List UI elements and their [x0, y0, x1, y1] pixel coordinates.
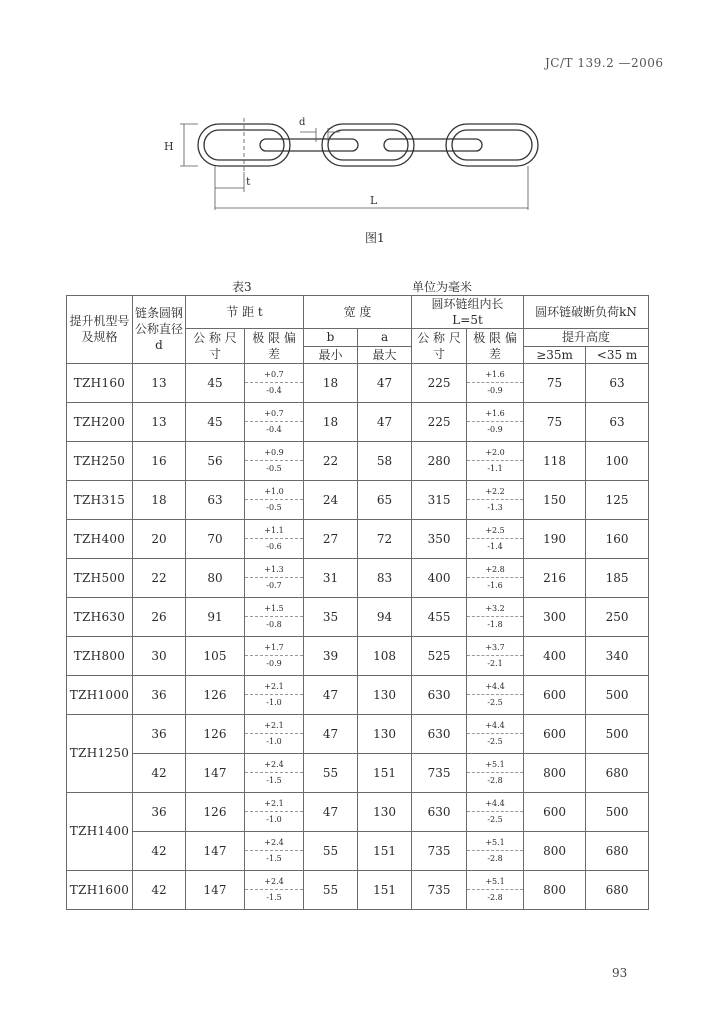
- load-ge35-cell: 118: [524, 441, 586, 480]
- lower-deviation: -0.7: [266, 581, 282, 591]
- lower-deviation: -1.5: [266, 776, 282, 786]
- width-min-cell: 24: [304, 480, 358, 519]
- width-min-cell: 55: [304, 753, 358, 792]
- width-max-cell: 72: [358, 519, 412, 558]
- tolerance-cell: [467, 597, 524, 636]
- load-lt35-cell: 500: [586, 792, 649, 831]
- lower-deviation: -1.5: [266, 893, 282, 903]
- span-cell: 630: [412, 714, 467, 753]
- model-cell: TZH250: [67, 441, 133, 480]
- label-d: d: [299, 117, 306, 128]
- header-load: 圆环链破断负荷kN: [524, 296, 649, 329]
- lower-deviation: -2.5: [487, 698, 503, 708]
- tolerance-cell: [467, 675, 524, 714]
- pitch-cell: 45: [186, 363, 245, 402]
- width-min-cell: 18: [304, 402, 358, 441]
- width-min-cell: 47: [304, 675, 358, 714]
- model-cell: TZH630: [67, 597, 133, 636]
- lower-deviation: -1.0: [266, 815, 282, 825]
- diameter-cell: 30: [133, 636, 186, 675]
- diameter-cell: 16: [133, 441, 186, 480]
- table-row: [67, 363, 649, 402]
- load-ge35-cell: 300: [524, 597, 586, 636]
- lower-deviation: -1.0: [266, 737, 282, 747]
- span-cell: 525: [412, 636, 467, 675]
- header-height-lt35: <35 m: [586, 346, 649, 363]
- upper-deviation: +2.8: [467, 562, 523, 578]
- width-min-cell: 18: [304, 363, 358, 402]
- pitch-cell: 126: [186, 714, 245, 753]
- model-cell: TZH200: [67, 402, 133, 441]
- chain-link: [260, 139, 358, 151]
- lower-deviation: -2.8: [487, 776, 503, 786]
- standard-number: JC/T 139.2 —2006: [545, 56, 664, 70]
- lower-deviation: -2.8: [487, 854, 503, 864]
- span-cell: 630: [412, 675, 467, 714]
- load-lt35-cell: 500: [586, 714, 649, 753]
- load-lt35-cell: 63: [586, 363, 649, 402]
- table-row: [67, 753, 649, 792]
- lower-deviation: -1.4: [487, 542, 503, 552]
- diameter-cell: 42: [133, 753, 186, 792]
- table-row: [67, 558, 649, 597]
- width-max-cell: 47: [358, 363, 412, 402]
- diameter-cell: 22: [133, 558, 186, 597]
- tolerance-cell: [245, 558, 304, 597]
- diameter-cell: 20: [133, 519, 186, 558]
- load-lt35-cell: 63: [586, 402, 649, 441]
- pitch-cell: 80: [186, 558, 245, 597]
- upper-deviation: +1.7: [245, 640, 303, 656]
- pitch-cell: 105: [186, 636, 245, 675]
- diameter-cell: 42: [133, 870, 186, 909]
- width-min-cell: 22: [304, 441, 358, 480]
- load-ge35-cell: 400: [524, 636, 586, 675]
- pitch-cell: 147: [186, 831, 245, 870]
- load-lt35-cell: 250: [586, 597, 649, 636]
- load-lt35-cell: 680: [586, 831, 649, 870]
- tolerance-cell: [467, 363, 524, 402]
- lower-deviation: -2.8: [487, 893, 503, 903]
- load-lt35-cell: 160: [586, 519, 649, 558]
- diameter-cell: 13: [133, 402, 186, 441]
- width-max-cell: 83: [358, 558, 412, 597]
- table-row: [67, 597, 649, 636]
- tolerance-cell: [245, 714, 304, 753]
- upper-deviation: +1.5: [245, 601, 303, 617]
- lower-deviation: -2.5: [487, 815, 503, 825]
- width-min-cell: 27: [304, 519, 358, 558]
- width-max-cell: 94: [358, 597, 412, 636]
- load-lt35-cell: 680: [586, 753, 649, 792]
- upper-deviation: +0.9: [245, 445, 303, 461]
- lower-deviation: -0.4: [266, 425, 282, 435]
- model-cell: TZH1000: [67, 675, 133, 714]
- table-row: [67, 519, 649, 558]
- model-cell: TZH500: [67, 558, 133, 597]
- upper-deviation: +2.4: [245, 757, 303, 773]
- upper-deviation: +4.4: [467, 796, 523, 812]
- header-model: 提升机型号及规格: [67, 296, 133, 364]
- width-min-cell: 39: [304, 636, 358, 675]
- span-cell: 280: [412, 441, 467, 480]
- chain-link: [384, 139, 482, 151]
- header-a: a: [358, 329, 412, 346]
- lower-deviation: -1.8: [487, 620, 503, 630]
- header-height-ge35: ≥35m: [524, 346, 586, 363]
- load-ge35-cell: 75: [524, 402, 586, 441]
- upper-deviation: +2.0: [467, 445, 523, 461]
- upper-deviation: +2.1: [245, 796, 303, 812]
- pitch-cell: 45: [186, 402, 245, 441]
- table-row: [67, 441, 649, 480]
- pitch-cell: 147: [186, 870, 245, 909]
- pitch-cell: 63: [186, 480, 245, 519]
- pitch-cell: 56: [186, 441, 245, 480]
- diameter-cell: 36: [133, 675, 186, 714]
- table-row: [67, 480, 649, 519]
- width-max-cell: 130: [358, 792, 412, 831]
- tolerance-cell: [245, 363, 304, 402]
- load-lt35-cell: 125: [586, 480, 649, 519]
- span-cell: 735: [412, 753, 467, 792]
- figure-caption: 图1: [365, 231, 385, 245]
- width-max-cell: 151: [358, 753, 412, 792]
- table-row: [67, 792, 649, 831]
- header-width: 宽 度: [304, 296, 412, 329]
- load-lt35-cell: 500: [586, 675, 649, 714]
- lower-deviation: -0.8: [266, 620, 282, 630]
- width-max-cell: 151: [358, 831, 412, 870]
- lower-deviation: -0.4: [266, 386, 282, 396]
- spec-table: [66, 295, 649, 910]
- tolerance-cell: [467, 870, 524, 909]
- tolerance-cell: [245, 441, 304, 480]
- width-max-cell: 65: [358, 480, 412, 519]
- load-ge35-cell: 800: [524, 831, 586, 870]
- tolerance-cell: [245, 675, 304, 714]
- tolerance-cell: [245, 870, 304, 909]
- table-row: [67, 831, 649, 870]
- upper-deviation: +3.2: [467, 601, 523, 617]
- span-cell: 455: [412, 597, 467, 636]
- span-cell: 630: [412, 792, 467, 831]
- width-min-cell: 47: [304, 792, 358, 831]
- lower-deviation: -1.6: [487, 581, 503, 591]
- span-cell: 735: [412, 870, 467, 909]
- upper-deviation: +3.7: [467, 640, 523, 656]
- upper-deviation: +4.4: [467, 718, 523, 734]
- lower-deviation: -0.5: [266, 503, 282, 513]
- header-pitch-limit: 极 限 偏 差: [245, 329, 304, 363]
- pitch-cell: 126: [186, 792, 245, 831]
- label-l: L: [370, 194, 378, 207]
- width-min-cell: 31: [304, 558, 358, 597]
- upper-deviation: +0.7: [245, 367, 303, 383]
- tolerance-cell: [245, 519, 304, 558]
- load-ge35-cell: 600: [524, 792, 586, 831]
- tolerance-cell: [467, 792, 524, 831]
- model-cell: TZH1400: [67, 792, 133, 870]
- span-cell: 225: [412, 363, 467, 402]
- width-max-cell: 47: [358, 402, 412, 441]
- diameter-cell: 18: [133, 480, 186, 519]
- upper-deviation: +2.2: [467, 484, 523, 500]
- model-cell: TZH1600: [67, 870, 133, 909]
- model-cell: TZH1250: [67, 714, 133, 792]
- tolerance-cell: [245, 402, 304, 441]
- table-row: [67, 870, 649, 909]
- upper-deviation: +1.6: [467, 406, 523, 422]
- tolerance-cell: [467, 636, 524, 675]
- tolerance-cell: [245, 831, 304, 870]
- span-cell: 225: [412, 402, 467, 441]
- upper-deviation: +5.1: [467, 835, 523, 851]
- upper-deviation: +2.1: [245, 718, 303, 734]
- tolerance-cell: [467, 753, 524, 792]
- header-max: 最大: [358, 346, 412, 363]
- load-lt35-cell: 680: [586, 870, 649, 909]
- header-span-title: 圆环链组内长: [431, 297, 504, 311]
- span-cell: 735: [412, 831, 467, 870]
- span-cell: 315: [412, 480, 467, 519]
- load-ge35-cell: 600: [524, 675, 586, 714]
- width-max-cell: 130: [358, 675, 412, 714]
- upper-deviation: +2.5: [467, 523, 523, 539]
- diameter-cell: 36: [133, 714, 186, 753]
- lower-deviation: -2.5: [487, 737, 503, 747]
- upper-deviation: +5.1: [467, 757, 523, 773]
- upper-deviation: +5.1: [467, 874, 523, 890]
- header-span: [412, 296, 524, 329]
- diameter-cell: 13: [133, 363, 186, 402]
- chain-link: [328, 130, 408, 160]
- width-min-cell: 55: [304, 831, 358, 870]
- load-lt35-cell: 185: [586, 558, 649, 597]
- tolerance-cell: [245, 597, 304, 636]
- load-ge35-cell: 75: [524, 363, 586, 402]
- tolerance-cell: [245, 636, 304, 675]
- table-row: [67, 636, 649, 675]
- load-ge35-cell: 600: [524, 714, 586, 753]
- span-cell: 350: [412, 519, 467, 558]
- upper-deviation: +1.3: [245, 562, 303, 578]
- tolerance-cell: [467, 519, 524, 558]
- tolerance-cell: [467, 402, 524, 441]
- upper-deviation: +2.4: [245, 874, 303, 890]
- upper-deviation: +1.6: [467, 367, 523, 383]
- tolerance-cell: [467, 441, 524, 480]
- lower-deviation: -1.5: [266, 854, 282, 864]
- width-min-cell: 47: [304, 714, 358, 753]
- upper-deviation: +0.7: [245, 406, 303, 422]
- load-lt35-cell: 340: [586, 636, 649, 675]
- lower-deviation: -0.9: [487, 425, 503, 435]
- table-row: [67, 714, 649, 753]
- header-span-sub: L=5t: [452, 313, 483, 328]
- upper-deviation: +4.4: [467, 679, 523, 695]
- tolerance-cell: [245, 753, 304, 792]
- header-span-limit: 极 限 偏 差: [467, 329, 524, 363]
- chain-figure: [150, 112, 540, 217]
- lower-deviation: -2.1: [487, 659, 503, 669]
- header-diameter: 链条圆钢公称直径d: [133, 296, 186, 364]
- header-pitch: 节 距 t: [186, 296, 304, 329]
- unit-note: 单位为毫米: [412, 280, 473, 294]
- header-pitch-nominal: 公 称 尺 寸: [186, 329, 245, 363]
- pitch-cell: 147: [186, 753, 245, 792]
- model-cell: TZH160: [67, 363, 133, 402]
- load-ge35-cell: 190: [524, 519, 586, 558]
- upper-deviation: +1.0: [245, 484, 303, 500]
- lower-deviation: -0.5: [266, 464, 282, 474]
- lower-deviation: -0.9: [266, 659, 282, 669]
- lower-deviation: -0.6: [266, 542, 282, 552]
- tolerance-cell: [245, 792, 304, 831]
- load-lt35-cell: 100: [586, 441, 649, 480]
- header-min: 最小: [304, 346, 358, 363]
- span-cell: 400: [412, 558, 467, 597]
- load-ge35-cell: 216: [524, 558, 586, 597]
- pitch-cell: 70: [186, 519, 245, 558]
- pitch-cell: 91: [186, 597, 245, 636]
- diameter-cell: 42: [133, 831, 186, 870]
- header-b: b: [304, 329, 358, 346]
- lower-deviation: -1.3: [487, 503, 503, 513]
- model-cell: TZH400: [67, 519, 133, 558]
- upper-deviation: +2.4: [245, 835, 303, 851]
- model-cell: TZH800: [67, 636, 133, 675]
- chain-link: [452, 130, 532, 160]
- load-ge35-cell: 800: [524, 753, 586, 792]
- load-ge35-cell: 800: [524, 870, 586, 909]
- load-ge35-cell: 150: [524, 480, 586, 519]
- tolerance-cell: [467, 558, 524, 597]
- diameter-cell: 36: [133, 792, 186, 831]
- table-caption: 表3: [232, 280, 252, 294]
- width-min-cell: 55: [304, 870, 358, 909]
- tolerance-cell: [467, 480, 524, 519]
- width-max-cell: 108: [358, 636, 412, 675]
- width-max-cell: 130: [358, 714, 412, 753]
- tolerance-cell: [467, 831, 524, 870]
- label-h: H: [164, 140, 174, 153]
- header-span-nominal: 公 称 尺 寸: [412, 329, 467, 363]
- tolerance-cell: [467, 714, 524, 753]
- label-t: t: [246, 175, 251, 188]
- pitch-cell: 126: [186, 675, 245, 714]
- page-number: 93: [612, 966, 628, 980]
- lower-deviation: -0.9: [487, 386, 503, 396]
- header-height: 提升高度: [524, 329, 649, 346]
- tolerance-cell: [245, 480, 304, 519]
- table-row: [67, 402, 649, 441]
- diameter-cell: 26: [133, 597, 186, 636]
- width-min-cell: 35: [304, 597, 358, 636]
- width-max-cell: 151: [358, 870, 412, 909]
- lower-deviation: -1.1: [487, 464, 503, 474]
- upper-deviation: +1.1: [245, 523, 303, 539]
- width-max-cell: 58: [358, 441, 412, 480]
- upper-deviation: +2.1: [245, 679, 303, 695]
- lower-deviation: -1.0: [266, 698, 282, 708]
- model-cell: TZH315: [67, 480, 133, 519]
- table-row: [67, 675, 649, 714]
